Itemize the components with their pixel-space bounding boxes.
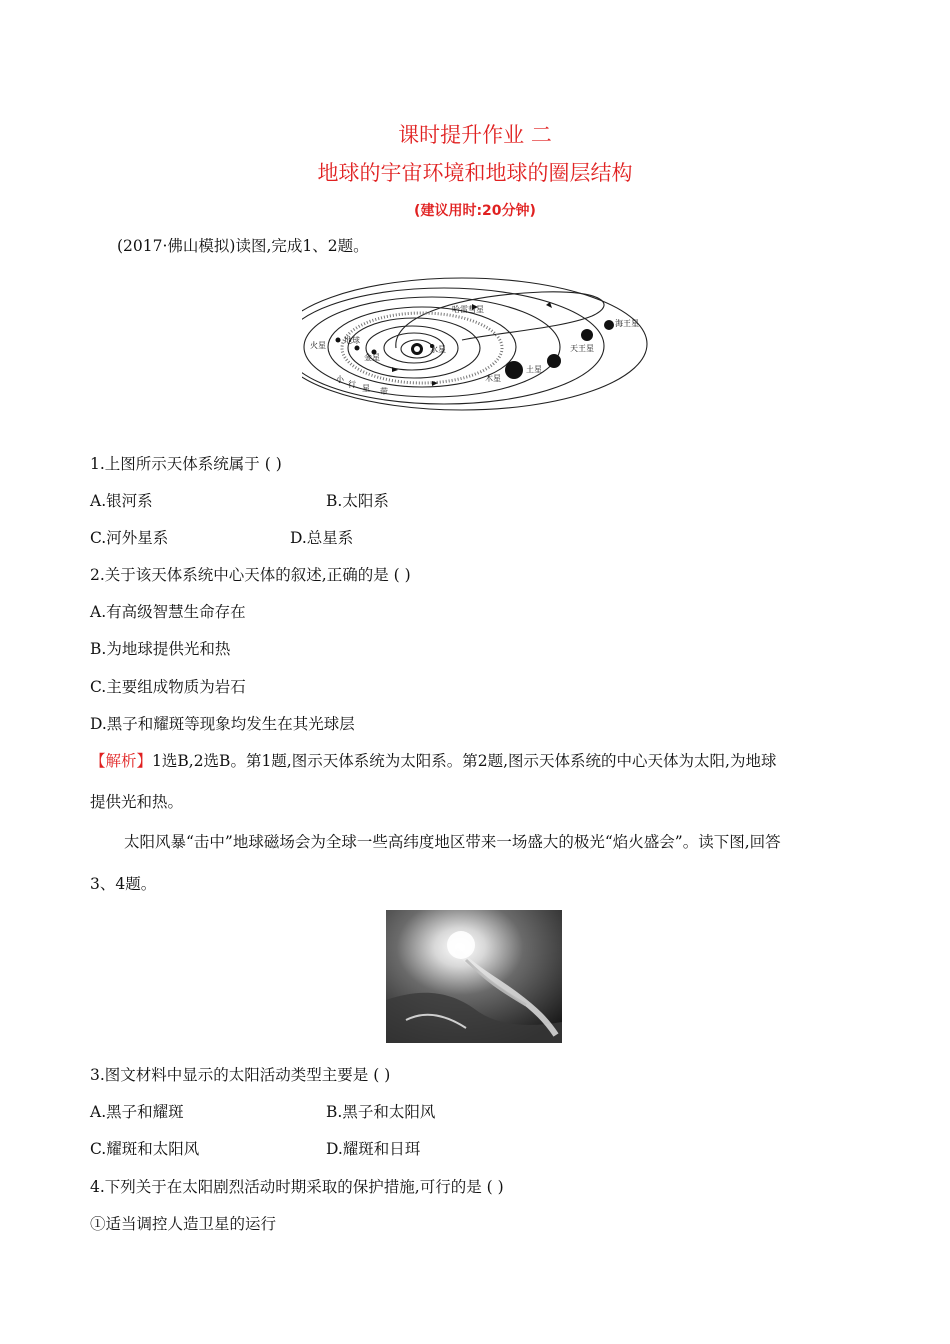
mars-marker — [336, 338, 341, 343]
earth-label: 地球 — [344, 336, 360, 345]
saturn-label: 土星 — [526, 365, 542, 374]
solar-activity-photo — [386, 910, 562, 1043]
saturn-marker — [547, 354, 561, 368]
asteroid-belt-label-2: 行 — [348, 380, 356, 389]
q3-stem: 3.图文材料中显示的太阳活动类型主要是 ( ) — [90, 1066, 391, 1084]
q2-option-a: A.有高级智慧生命存在 — [90, 603, 246, 621]
q2-option-c: C.主要组成物质为岩石 — [90, 678, 246, 696]
q1-option-b: B.太阳系 — [326, 492, 389, 510]
q1-option-a: A.银河系 — [90, 492, 153, 510]
q4-item-1: ①适当调控人造卫星的运行 — [90, 1215, 277, 1233]
page-subtitle: 地球的宇宙环境和地球的圈层结构 — [317, 161, 633, 185]
q3-option-b: B.黑子和太阳风 — [326, 1103, 436, 1121]
uranus-label: 天王星 — [570, 344, 594, 353]
uranus-marker — [581, 329, 593, 341]
q2-option-b: B.为地球提供光和热 — [90, 640, 231, 658]
mars-label: 火星 — [310, 341, 326, 350]
intro-text-1: (2017·佛山模拟)读图,完成1、2题。 — [117, 237, 369, 255]
mercury-label: 水星 — [430, 345, 446, 354]
asteroid-belt-label-1: 小 — [336, 375, 344, 384]
neptune-label: 海王星 — [615, 319, 639, 328]
intro-text-2-cont: 3、4题。 — [90, 875, 157, 893]
q2-stem: 2.关于该天体系统中心天体的叙述,正确的是 ( ) — [90, 566, 411, 584]
analysis-line-1 — [90, 751, 776, 771]
page-title: 课时提升作业 二 — [398, 123, 552, 147]
q3-option-c: C.耀斑和太阳风 — [90, 1140, 200, 1158]
asteroid-belt-label-3: 星 — [362, 384, 370, 393]
jupiter-marker — [505, 361, 523, 379]
halley-label: 哈雷彗星 — [452, 305, 484, 314]
q3-option-a: A.黑子和耀斑 — [90, 1103, 184, 1121]
q4-stem: 4.下列关于在太阳剧烈活动时期采取的保护措施,可行的是 ( ) — [90, 1178, 504, 1196]
analysis-line-2: 提供光和热。 — [90, 793, 184, 811]
analysis-text: 1选B,2选B。第1题,图示天体系统为太阳系。第2题,图示天体系统的中心天体为太阳,为地球 — [152, 752, 777, 770]
intro-text-2: 太阳风暴“击中”地球磁场会为全球一些高纬度地区带来一场盛大的极光“焰火盛会”。读下图,回答 — [124, 833, 781, 851]
solar-system-diagram — [302, 268, 654, 414]
jupiter-label: 木星 — [485, 374, 501, 383]
analysis-tag: 【解析】 — [90, 752, 153, 770]
q1-option-d: D.总星系 — [290, 529, 354, 547]
q2-option-d: D.黑子和耀斑等现象均发生在其光球层 — [90, 715, 355, 733]
asteroid-belt-label-4: 带 — [380, 387, 388, 396]
q1-stem: 1.上图所示天体系统属于 ( ) — [90, 455, 282, 473]
q1-option-c: C.河外星系 — [90, 529, 169, 547]
q3-option-d: D.耀斑和日珥 — [326, 1140, 421, 1158]
venus-label: 金星 — [364, 353, 380, 362]
neptune-marker — [604, 320, 614, 330]
earth-marker — [355, 346, 360, 351]
time-hint: (建议用时:20分钟) — [414, 203, 536, 219]
